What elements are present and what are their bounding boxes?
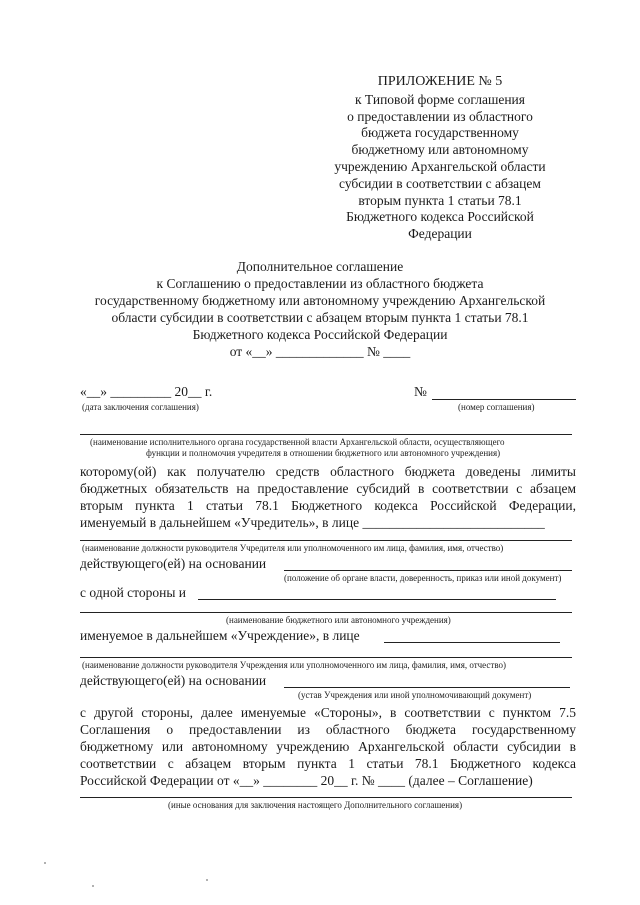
founder-caption: функции и полномочия учредителя в отношении бюджетного или автономного учреждения) <box>146 448 501 458</box>
other-grounds-line <box>80 797 572 798</box>
paragraph-line: соответствии с абзацем вторым пункта 1 статьи 78.1 Бюджетного кодекса <box>80 756 576 771</box>
appendix-line: субсидии в соответствии с абзацем <box>339 175 541 191</box>
acting-basis-label: действующего(ей) на основании <box>80 556 267 571</box>
appendix-title: ПРИЛОЖЕНИЕ № 5 <box>377 74 503 89</box>
appendix-line: к Типовой форме соглашения <box>355 91 525 107</box>
founder-paragraph <box>80 463 576 531</box>
appendix-header <box>310 74 570 243</box>
appendix-line: бюджетному или автономному <box>351 142 529 158</box>
paragraph-line: с другой стороны, далее именуемые «Стороны», в соответствии с пунктом 7.5 <box>80 705 576 720</box>
institution-named-label: именуемое в дальнейшем «Учреждение», в лице <box>80 628 360 643</box>
agreement-title-line: государственному бюджетному или автономному учреждению Архангельской <box>94 293 546 308</box>
agreement-date-line: от «__» _____________ № ____ <box>229 344 411 359</box>
founder-basis-line <box>284 570 572 571</box>
institution-basis-line <box>284 687 570 688</box>
number-field-line <box>432 399 576 400</box>
appendix-line: вторым пункта 1 статьи 78.1 <box>358 192 522 208</box>
institution-name-line-1 <box>198 599 556 600</box>
appendix-line: бюджета государственному <box>361 125 519 141</box>
institution-caption: (наименование бюджетного или автономного учреждения) <box>226 615 451 625</box>
agreement-title <box>60 258 580 360</box>
scan-speck <box>44 862 46 864</box>
institution-rep-line <box>80 657 572 658</box>
number-label: № <box>414 384 427 399</box>
sides-paragraph <box>80 704 576 789</box>
founder-caption: (наименование исполнительного органа государственной власти Архангельской области, осуществляющего <box>90 437 505 447</box>
institution-rep-field-line <box>384 642 560 643</box>
institution-name-line-2 <box>80 612 572 613</box>
paragraph-line: вторым пункта 1 статьи 78.1 Бюджетного кодекса Российской Федерации, <box>80 498 576 513</box>
paragraph-line: Российской Федерации от «__» ________ 20__ г. № ____ (далее – Соглашение) <box>80 773 533 788</box>
one-side-label: с одной стороны и <box>80 585 187 600</box>
agreement-title-line: Дополнительное соглашение <box>236 259 404 274</box>
appendix-line: о предоставлении из областного <box>347 108 533 124</box>
founder-name-line <box>80 434 572 435</box>
paragraph-line: которому(ой) как получателю средств областного бюджета доведены лимиты <box>80 464 576 479</box>
paragraph-line: бюджетному или автономному учреждению Архангельской области субсидии в <box>80 739 576 754</box>
agreement-title-line: Бюджетного кодекса Российской Федерации <box>192 327 448 342</box>
institution-basis-caption: (устав Учреждения или иной уполномочивающий документ) <box>298 690 532 700</box>
agreement-title-line: области субсидии в соответствии с абзацем вторым пункта 1 статьи 78.1 <box>111 310 529 325</box>
other-grounds-caption: (иные основания для заключения настоящего Дополнительного соглашения) <box>168 800 463 810</box>
founder-rep-caption: (наименование должности руководителя Учредителя или уполномоченного им лица, фамилия, имя, отчество) <box>82 543 504 553</box>
scan-speck <box>206 879 208 881</box>
number-caption: (номер соглашения) <box>458 402 535 412</box>
agreement-title-line: к Соглашению о предоставлении из областного бюджета <box>156 276 484 291</box>
appendix-line: Бюджетного кодекса Российской <box>346 209 534 225</box>
appendix-line: Федерации <box>408 226 472 242</box>
appendix-line: учреждению Архангельской области <box>334 158 546 174</box>
scan-speck <box>92 885 94 887</box>
institution-rep-caption: (наименование должности руководителя Учреждения или уполномоченного им лица, фамилия, имя, отчество) <box>82 660 507 670</box>
paragraph-line: бюджетных обязательств на предоставление субсидий в соответствии с абзацем <box>80 481 576 496</box>
founder-basis-caption: (положение об органе власти, доверенность, приказ или иной документ) <box>284 573 562 583</box>
paragraph-line: Соглашения о предоставлении из областного бюджета государственному <box>80 722 576 737</box>
founder-rep-line <box>80 540 572 541</box>
agreement-date-field: «__» _________ 20__ г. <box>80 384 213 399</box>
acting-basis-label: действующего(ей) на основании <box>80 673 267 688</box>
paragraph-line: именуемый в дальнейшем «Учредитель», в лице ___________________________ <box>80 515 545 530</box>
date-caption: (дата заключения соглашения) <box>82 402 199 412</box>
